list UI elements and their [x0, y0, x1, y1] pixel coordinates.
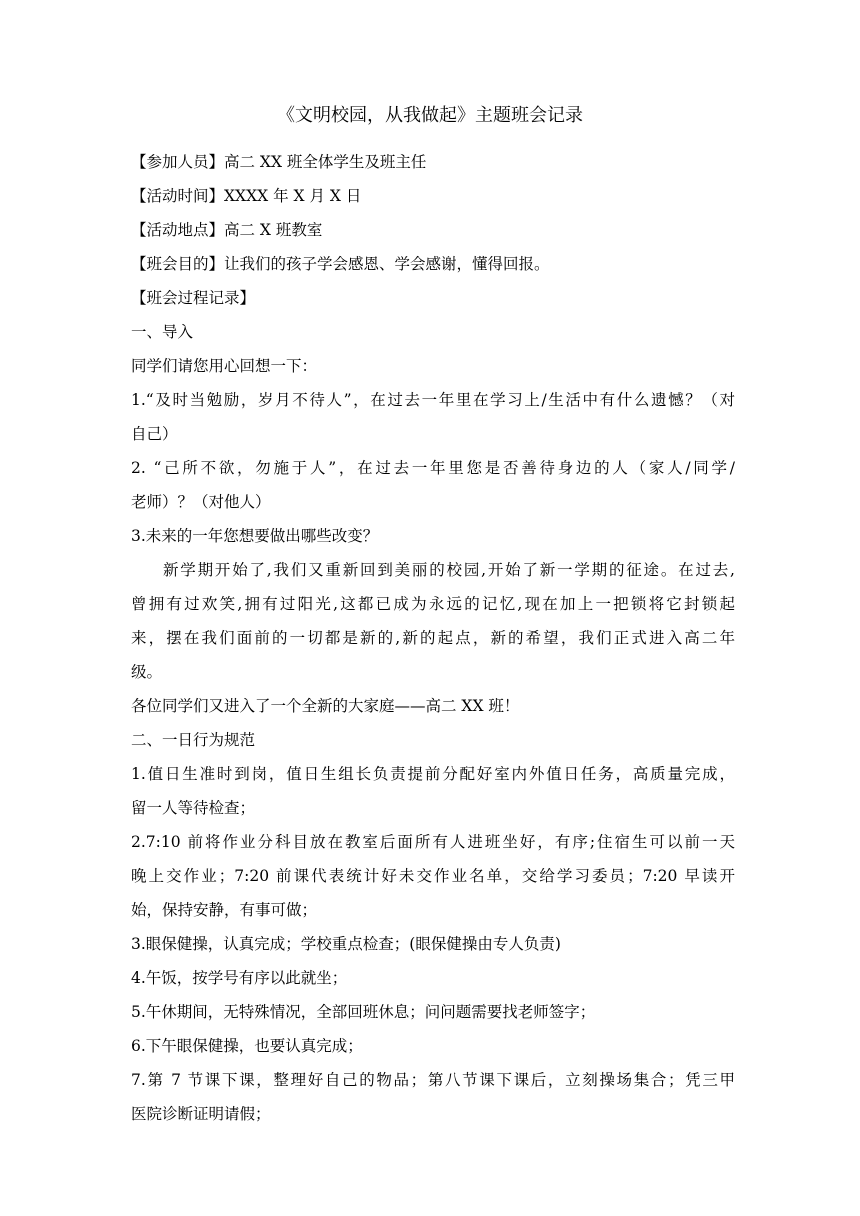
info-location: 【活动地点】高二 X 班教室: [131, 221, 323, 239]
rule-line: 3.眼保健操，认真完成；学校重点检查；(眼保健操由专人负责): [131, 935, 561, 953]
text-line: 各位同学们又进入了一个全新的大家庭——高二 XX 班！: [131, 697, 520, 715]
text-line: 1.“及时当勉励，岁月不待人”，在过去一年里在学习上/生活中有什么遗憾？（对: [131, 391, 735, 409]
paragraph-line: 新学期开始了,我们又重新回到美丽的校园,开始了新一学期的征途。在过去,: [163, 561, 735, 579]
section-record-heading: 【班会过程记录】: [131, 289, 256, 307]
text-line: 2. “己所不欲，勿施于人”，在过去一年里您是否善待身边的人（家人/同学/: [131, 459, 735, 477]
rule-line: 留一人等待检查；: [131, 799, 256, 817]
rule-line: 2.7:10 前将作业分科目放在教室后面所有人进班坐好，有序;住宿生可以前一天: [131, 833, 735, 851]
section-2-heading: 二、一日行为规范: [131, 731, 256, 749]
rule-line: 6.下午眼保健操，也要认真完成；: [131, 1037, 363, 1055]
rule-line: 医院诊断证明请假；: [131, 1105, 271, 1123]
text-line: 3.未来的一年您想要做出哪些改变？: [131, 527, 379, 545]
rule-line: 始，保持安静，有事可做；: [131, 901, 318, 919]
paragraph-line: 来，摆在我们面前的一切都是新的,新的起点，新的希望，我们正式进入高二年: [131, 629, 735, 647]
rule-line: 晚上交作业；7:20 前课代表统计好未交作业名单，交给学习委员；7:20 早读开: [131, 867, 735, 885]
section-1-heading: 一、导入: [131, 323, 194, 341]
paragraph-line: 级。: [131, 663, 163, 681]
rule-line: 4.午饭，按学号有序以此就坐；: [131, 969, 348, 987]
document-title: 《文明校园，从我做起》主题班会记录: [277, 105, 583, 126]
document-body: [131, 145, 735, 1131]
rule-line: 5.午休期间，无特殊情况，全部回班休息；问问题需要找老师签字；: [131, 1003, 596, 1021]
rule-line: 7.第 7 节课下课，整理好自己的物品；第八节课下课后，立刻操场集合；凭三甲: [131, 1071, 735, 1089]
text-line: 自己）: [131, 425, 178, 443]
rule-line: 1.值日生准时到岗，值日生组长负责提前分配好室内外值日任务，高质量完成，: [131, 765, 735, 783]
info-participants: 【参加人员】高二 XX 班全体学生及班主任: [131, 153, 427, 171]
info-purpose: 【班会目的】让我们的孩子学会感恩、学会感谢，懂得回报。: [131, 255, 550, 273]
paragraph-line: 曾拥有过欢笑,拥有过阳光,这都已成为永远的记忆,现在加上一把锁将它封锁起: [131, 595, 735, 613]
text-line: 老师）？（对他人）: [131, 493, 271, 511]
info-time: 【活动时间】XXXX 年 X 月 X 日: [131, 187, 362, 205]
text-line: 同学们请您用心回想一下：: [131, 357, 318, 375]
